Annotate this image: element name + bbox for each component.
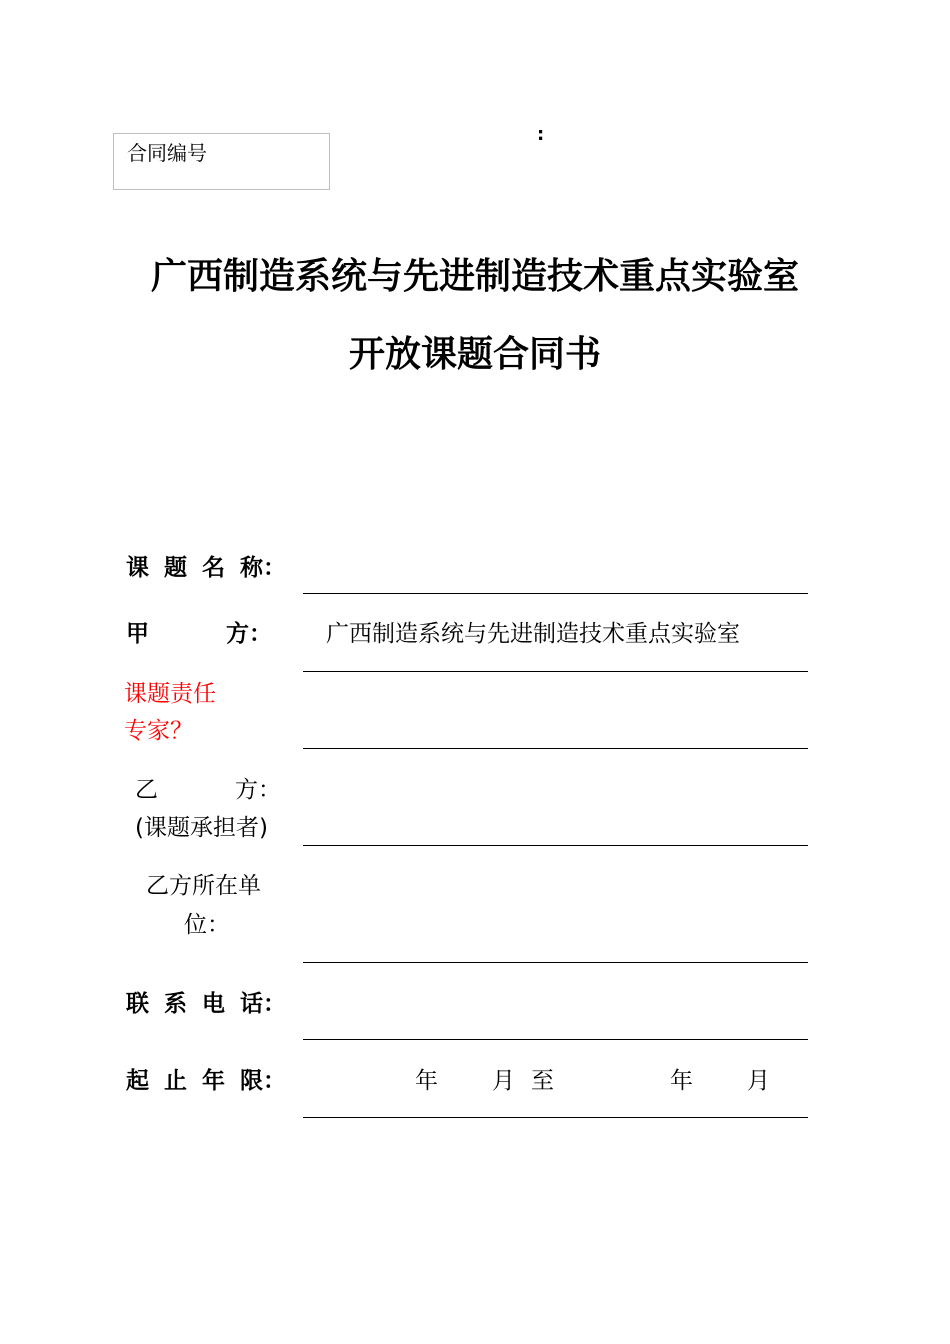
period-start-month: 月	[492, 1068, 515, 1094]
phone-label: 联 系 电 话：	[126, 991, 286, 1017]
party-b-line[interactable]	[303, 845, 808, 846]
party-a-label: 甲 方：	[126, 621, 272, 647]
topic-name-label: 课 题 名 称：	[126, 555, 286, 581]
party-b-sublabel: (课题承担者)	[135, 815, 268, 841]
party-b-unit-label-line2: 位：	[184, 912, 230, 938]
party-a-value: 广西制造系统与先进制造技术重点实验室	[326, 621, 740, 647]
period-to: 至	[531, 1068, 554, 1094]
document-title-line1: 广西制造系统与先进制造技术重点实验室	[150, 256, 799, 297]
colon-mark: :	[537, 124, 545, 145]
period-end-year: 年	[670, 1068, 693, 1094]
period-label: 起 止 年 限：	[126, 1068, 286, 1094]
period-end-month: 月	[747, 1068, 770, 1094]
expert-line[interactable]	[303, 748, 808, 749]
period-start-year: 年	[415, 1068, 438, 1094]
expert-label-line1: 课题责任	[124, 681, 216, 707]
contract-number-label: 合同编号	[127, 141, 207, 165]
contract-number-box[interactable]	[113, 133, 330, 190]
party-b-unit-label-line1: 乙方所在单	[146, 873, 261, 899]
party-a-line[interactable]	[303, 671, 808, 672]
party-b-label: 乙 方：	[135, 777, 281, 803]
period-line[interactable]	[303, 1117, 808, 1118]
expert-label-line2: 专家？	[124, 718, 193, 744]
phone-line[interactable]	[303, 1039, 808, 1040]
topic-name-line[interactable]	[303, 593, 808, 594]
document-title-line2: 开放课题合同书	[348, 334, 601, 375]
party-b-unit-line[interactable]	[303, 962, 808, 963]
